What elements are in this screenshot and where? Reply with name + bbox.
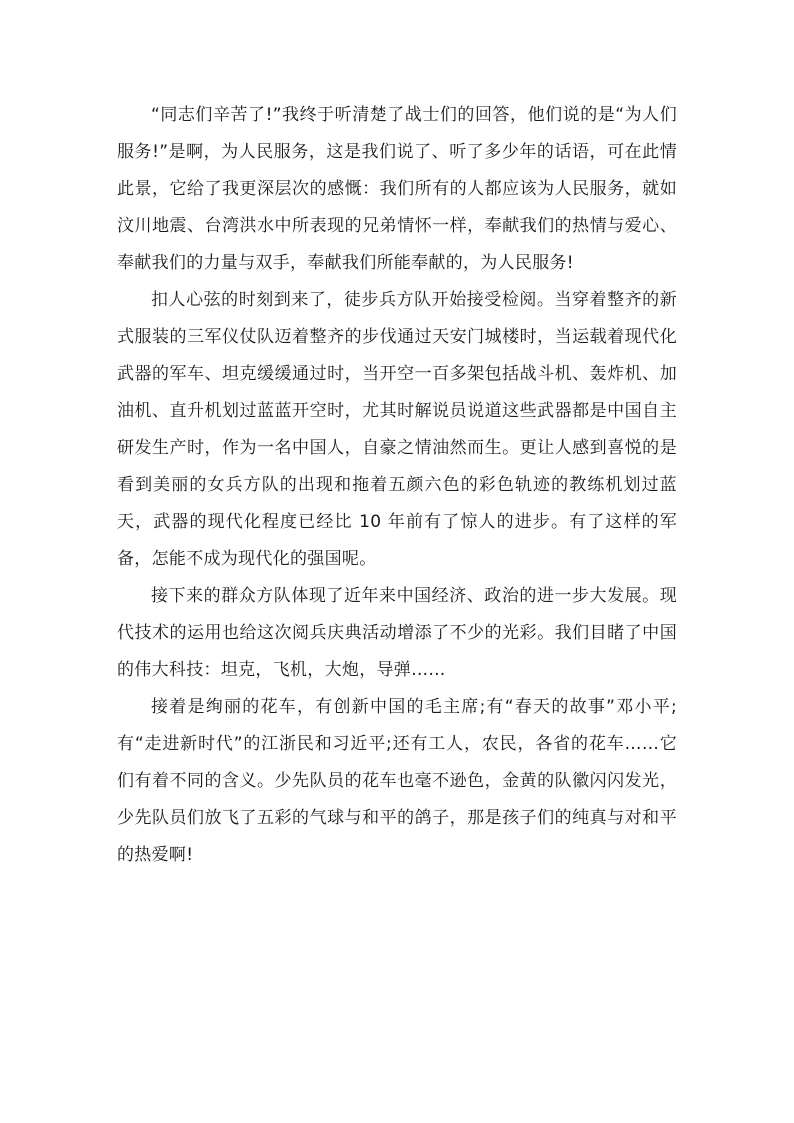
paragraph-2: 扣人心弦的时刻到来了，徒步兵方队开始接受检阅。当穿着整齐的新式服装的三军仪仗队迈着整齐的步伐通过天安门城楼时，当运载着现代化武器的军车、坦克缓缓通过时，当开空一百多架包括战斗机、轰炸机、加油机、直升机划过蓝蓝开空时，尤其时解说员说道这些武器都是中国自主研发生产时，作为一名中国人，自豪之情油然而生。更让人感到喜悦的是看到美丽的女兵方队的出现和拖着五颜六色的彩色轨迹的教练机划过蓝天，武器的现代化程度已经比 10 年前有了惊人的进步。有了这样的军备，怎能不成为现代化的强国呢。: [117, 290, 677, 569]
paragraph-4: 接着是绚丽的花车，有创新中国的毛主席;有“春天的故事”邓小平;有“走进新时代”的江浙民和习近平;还有工人，农民，各省的花车……它们有着不同的含义。少先队员的花车也毫不逊色，金黄的队徽闪闪发光，少先队员们放飞了五彩的气球与和平的鸽子，那是孩子们的纯真与对和平的热爱啊!: [117, 697, 677, 865]
paragraph-3: 接下来的群众方队体现了近年来中国经济、政治的进一步大发展。现代技术的运用也给这次阅兵庆典活动增添了不少的光彩。我们目睹了中国的伟大科技：坦克，飞机，大炮，导弹……: [117, 586, 677, 680]
document-body: [117, 97, 677, 874]
paragraph-1: “同志们辛苦了!”我终于听清楚了战士们的回答，他们说的是“为人们服务!”是啊，为人民服务，这是我们说了、听了多少年的话语，可在此情此景，它给了我更深层次的感慨：我们所有的人都应该为人民服务，就如汶川地震、台湾洪水中所表现的兄弟情怀一样，奉献我们的热情与爱心、奉献我们的力量与双手，奉献我们所能奉献的，为人民服务!: [117, 105, 677, 273]
